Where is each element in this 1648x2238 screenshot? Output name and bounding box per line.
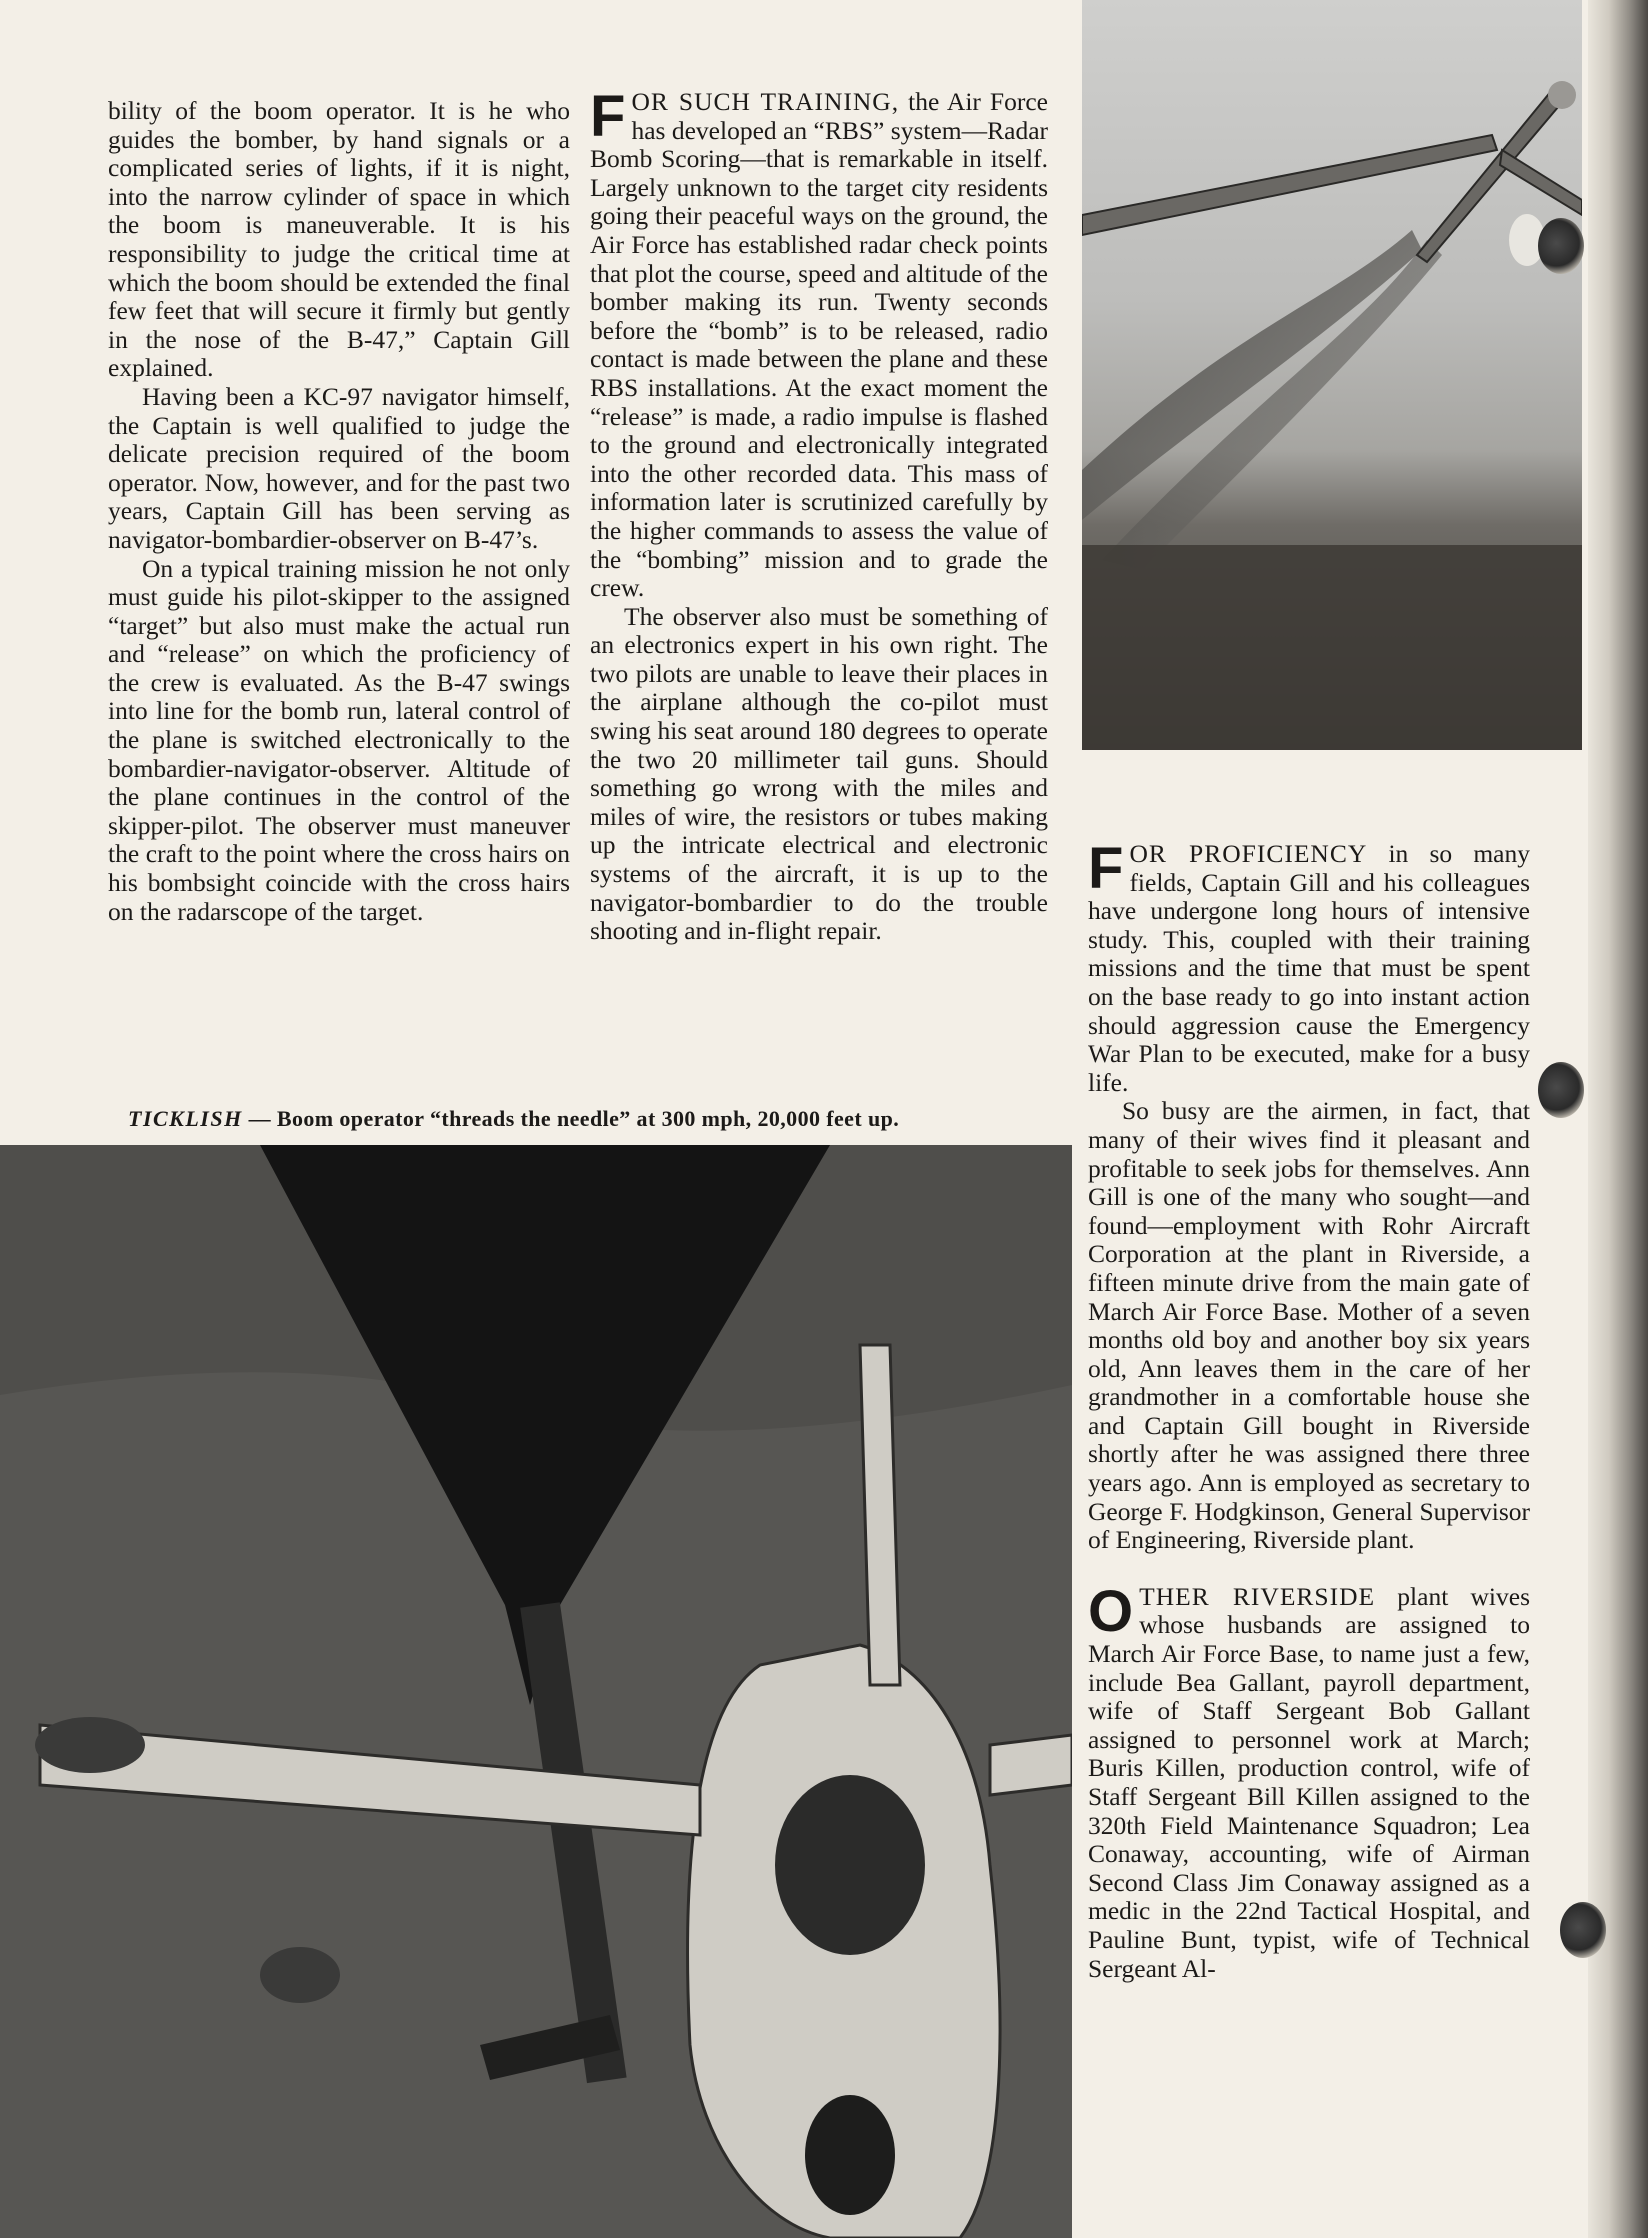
refueling-illustration <box>0 1145 1072 2238</box>
col1-paragraph-1: bility of the boom operator. It is he who guides the bomber, by hand signals or a complicated series of lights, if it is night, into the narrow cylinder of space in which the boom is maneuverable. It is his responsibility to judge the critical time at which the boom should be extended the final few feet that will secure it firmly but gently in the nose of the B-47,” Captain Gill explained. <box>108 96 570 383</box>
article-column-2 <box>590 84 1048 946</box>
section-lead-caps: OR PROFICIENCY <box>1129 839 1368 868</box>
drop-cap: F <box>590 84 626 149</box>
caption-text: Boom operator “threads the needle” at 300 mph, 20,000 feet up. <box>276 1106 900 1131</box>
photo-caption <box>128 1106 1068 1132</box>
binder-hole <box>1538 218 1584 274</box>
col1-paragraph-2: Having been a KC-97 navigator himself, the Captain is well qualified to judge the delicate precision required of the boom operator. Now, however, and for the past two years, Captain Gill has been serving as navigator-bombardier-observer on B-47’s. <box>108 381 570 554</box>
caption-keyword: TICKLISH <box>128 1106 243 1131</box>
col1-paragraph-3: On a typical training mission he not only must guide his pilot-skipper to the assigned “target” but also must make the actual run and “release” on which the proficiency of the crew is evaluated. As the B-47 swings into line for the bomb run, lateral control of the plane is switched electronically to the bombardier-navigator-observer. Altitude of the plane continues in the control of the skipper-pilot. The observer must maneuver the craft to the point where the cross hairs on his bombsight coincide with the cross hairs on the radarscope of the target. <box>108 553 570 926</box>
refueling-boom-photo <box>0 1145 1072 2238</box>
col3-paragraph-1-text: in so many fields, Captain Gill and his colleagues have undergone long hours of intensive study. This, coupled with their training missions and the time that must be spent on the base ready to go into instant action should aggression cause the Emergency War Plan to be executed, make for a busy life. <box>1088 839 1530 1097</box>
article-column-1 <box>108 97 570 926</box>
col3-paragraph-3-text: plant wives whose husbands are assigned to March Air Force Base, to name just a few, include Bea Gallant, payroll department, wife of Staff Sergeant Bob Gallant assigned to personnel work at March; Buris Killen, production control, wife of Staff Sergeant Bill Killen assigned to the 320th Field Maintenance Squadron; Lea Conaway, accounting, wife of Airman Second Class Jim Conaway assigned as a medic in the 22nd Tactical Hospital, and Pauline Bunt, typist, wife of Technical Sergeant Al- <box>1088 1581 1531 1983</box>
drop-cap: F <box>1088 836 1124 901</box>
col3-paragraph-2: So busy are the airmen, in fact, that many of their wives find it pleasant and profitable to seek jobs for themselves. Ann Gill is one of the many who sought—and found—employment with Rohr Aircraft Corporation at the plant in Riverside, a fifteen minute drive from the main gate of March Air Force Base. Mother of a seven months old boy and another boy six years old, Ann leaves them in the care of her grandmother in a comfortable house she and Captain Gill bought in Riverside shortly after he was assigned there three years ago. Ann is employed as secretary to George F. Hodgkinson, General Supervisor of Engineering, Riverside plant. <box>1088 1096 1530 1555</box>
col2-paragraph-1 <box>590 84 1048 603</box>
binder-hole <box>1538 1062 1584 1118</box>
b47-takeoff-photo <box>1082 0 1582 750</box>
section-lead-caps: OR SUCH TRAINING, <box>631 87 900 116</box>
drop-cap: O <box>1088 1578 1134 1644</box>
b47-takeoff-illustration <box>1082 0 1582 750</box>
caption-dash: — <box>242 1106 277 1131</box>
col2-paragraph-1-text: the Air Force has developed an “RBS” system—Radar Bomb Scoring—that is remarkable in itself. Largely unknown to the target city residents going their peaceful ways on the ground, the Air Force has established radar check points that plot the course, speed and altitude of the bomber making its run. Twenty seconds before the “bomb” is to be released, radio contact is made between the plane and these RBS installations. At the exact moment the “release” is made, a radio impulse is flashed to the ground and electronically integrated into the other recorded data. This mass of information later is scrutinized carefully by the higher commands to assess the value of the “bombing” mission and to grade the crew. <box>590 87 1048 603</box>
col2-paragraph-2: The observer also must be something of an electronics expert in his own right. The two pilots are unable to leave their places in the airplane although the co-pilot must swing his seat around 180 degrees to operate the two 20 millimeter tail guns. Should something go wrong with the miles and miles of wire, the resistors or tubes making up the intricate electrical and electronic systems of the aircraft, it is up to the navigator-bombardier to do the trouble shooting and in-flight repair. <box>590 601 1048 946</box>
col3-paragraph-3 <box>1088 1578 1531 1983</box>
col3-paragraph-1 <box>1088 836 1530 1097</box>
section-lead-caps: THER RIVERSIDE <box>1139 1581 1376 1611</box>
page-edge-shadow <box>1588 0 1648 2238</box>
article-column-3 <box>1088 836 1531 1983</box>
binder-hole <box>1560 1902 1606 1958</box>
